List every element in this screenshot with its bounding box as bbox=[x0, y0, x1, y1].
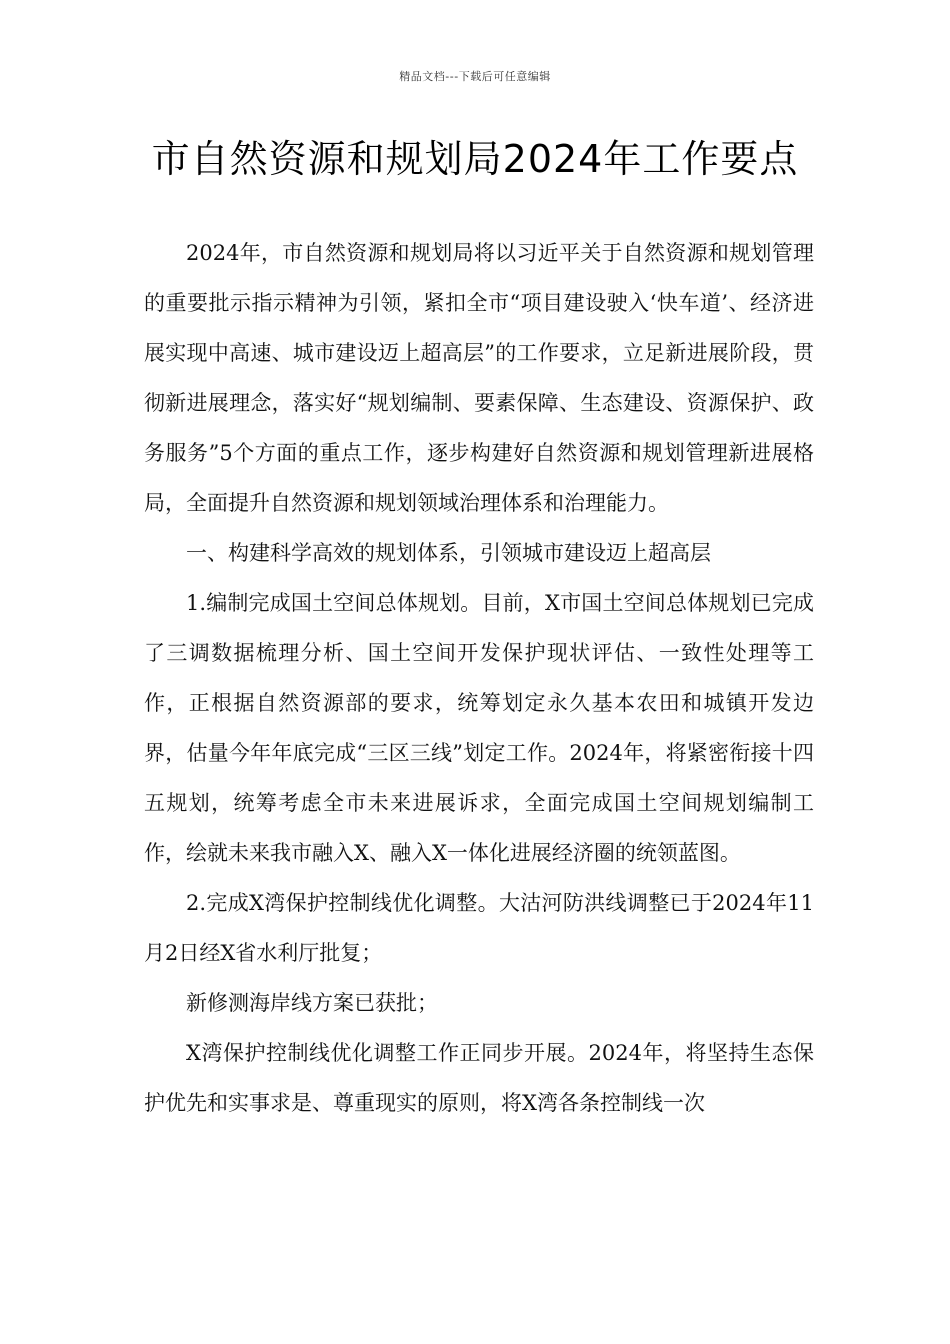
paragraph-item-2-cont-a: 新修测海岸线方案已获批； bbox=[186, 991, 438, 1015]
header-note: 精品文档---下载后可任意编辑 bbox=[399, 70, 551, 83]
document-title: 市自然资源和规划局2024年工作要点 bbox=[151, 137, 799, 181]
paragraph-item-1: 1.编制完成国土空间总体规划。目前，X市国土空间总体规划已完成了三调数据梳理分析、国土空间开发保护现状评估、一致性处理等工作，正根据自然资源部的要求，统筹划定永久基本农田和城镇开发边界，估量今年年底完成“三区三线”划定工作。2024年，将紧密衔接十四五规划，统筹考虑全市未来进展诉求，全面完成国土空间规划编制工作，绘就未来我市融入X、融入X一体化进展经济圈的统领蓝图。 bbox=[144, 591, 814, 865]
paragraph-item-2-cont-b: X湾保护控制线优化调整工作正同步开展。2024年，将坚持生态保护优先和实事求是、尊重现实的原则，将X湾各条控制线一次 bbox=[144, 1041, 814, 1115]
paragraph-intro: 2024年，市自然资源和规划局将以习近平关于自然资源和规划管理的重要批示指示精神为引领，紧扣全市“项目建设驶入‘快车道’、经济进展实现中高速、城市建设迈上超高层”的工作要求，立足新进展阶段，贯彻新进展理念，落实好“规划编制、要素保障、生态建设、资源保护、政务服务”5个方面的重点工作，逐步构建好自然资源和规划管理新进展格局，全面提升自然资源和规划领域治理体系和治理能力。 bbox=[144, 241, 814, 515]
section-heading-1: 一、构建科学高效的规划体系，引领城市建设迈上超高层 bbox=[186, 541, 711, 565]
document-body bbox=[144, 228, 814, 1128]
paragraph-item-2: 2.完成X湾保护控制线优化调整。大沽河防洪线调整已于2024年11月2日经X省水利厅批复； bbox=[144, 891, 814, 965]
